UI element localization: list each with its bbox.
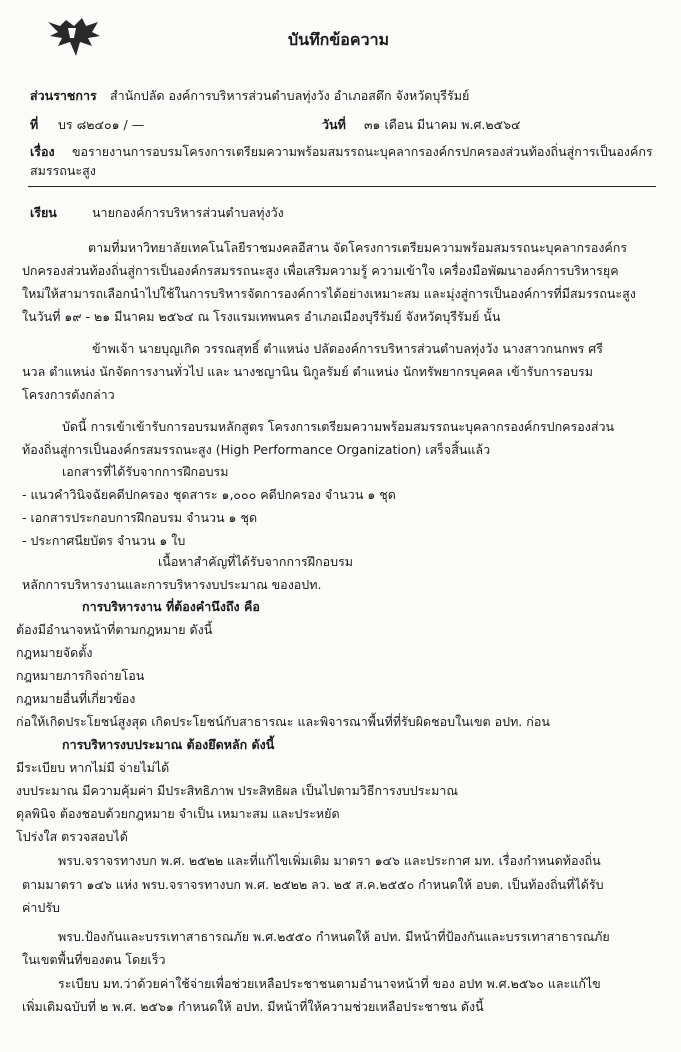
subject-line-2: สมรรถนะสูง bbox=[30, 163, 96, 178]
doc-item: - เอกสารประกอบการฝึกอบรม จำนวน ๑ ชุด bbox=[22, 510, 258, 525]
para2-line-3: โครงการดังกล่าว bbox=[22, 387, 115, 402]
budget-item: โปร่งใส ตรวจสอบได้ bbox=[16, 829, 128, 844]
para3-line-1: บัดนี้ การเข้าเข้ารับการอบรมหลักสูตร โครงการเตรียมความพร้อมสมรรถนะบุคลากรองค์กรปกครองส่วน bbox=[62, 419, 615, 434]
ref-label: ที่ bbox=[30, 117, 39, 132]
admin-item: กฎหมายภารกิจถ่ายโอน bbox=[16, 668, 145, 683]
memo-title: บันทึกข้อความ bbox=[288, 30, 390, 49]
law2-line-2: ในเขตพื้นที่ของตน โดยเร็ว bbox=[22, 952, 166, 967]
content-heading: เนื้อหาสำคัญที่ได้รับจากการฝึกอบรม bbox=[158, 554, 354, 569]
admin-item: ก่อให้เกิดประโยชน์สูงสุด เกิดประโยชน์กับสาธารณะ และพิจารณาพื้นที่ที่รับผิดชอบในเขต อปท. ก่อน bbox=[16, 714, 550, 729]
date-label: วันที่ bbox=[322, 117, 346, 132]
budget-item: ดุลพินิจ ต้องชอบด้วยกฎหมาย จำเป็น เหมาะสม และประหยัด bbox=[16, 806, 340, 821]
ref-value: บร ๘๒๔๐๑ / — bbox=[58, 117, 145, 132]
law1-line-2: ตามมาตรา ๑๔๖ แห่ง พรบ.จราจรทางบก พ.ศ. ๒๕๒๒ ลว. ๒๕ ส.ค.๒๕๕๐ กำหนดให้ อบต. เป็นท้องถิ่นที่ได้รับ bbox=[22, 877, 604, 892]
para1-line-3: ใหม่ให้สามารถเลือกนำไปใช้ในการบริหารจัดการองค์การได้อย่างเหมาะสม และมุ่งสู่การเป็นองค์การที่มีสมรรถนะสูง bbox=[22, 286, 636, 301]
budget-item: งบประมาณ มีความคุ้มค่า มีประสิทธิภาพ ประสิทธิผล เป็นไปตามวิธีการงบประมาณ bbox=[16, 783, 459, 798]
budget-heading: การบริหารงบประมาณ ต้องยึดหลัก ดังนี้ bbox=[62, 737, 275, 752]
para1-line-2: ปกครองส่วนท้องถิ่นสู่การเป็นองค์กรสมรรถนะสูง เพื่อเสริมความรู้ ความเข้าใจ เครื่องมือพัฒนาองค์การบริหารยุค bbox=[22, 263, 619, 278]
para1-line-4: ในวันที่ ๑๙ - ๒๑ มีนาคม ๒๕๖๔ ณ โรงแรมเทพนคร อำเภอเมืองบุรีรัมย์ จังหวัดบุรีรัมย์ นั้น bbox=[22, 309, 501, 324]
budget-item: มีระเบียบ หากไม่มี จ่ายไม่ได้ bbox=[16, 760, 170, 775]
subject-label: เรื่อง bbox=[30, 144, 55, 159]
date-value: ๓๑ เดือน มีนาคม พ.ศ.๒๕๖๔ bbox=[364, 117, 521, 132]
garuda-emblem bbox=[40, 12, 110, 62]
law1-line-1: พรบ.จราจรทางบก พ.ศ. ๒๕๒๒ และที่แก้ไขเพิ่มเติม มาตรา ๑๔๖ และประกาศ มท. เรื่องกำหนดท้องถิ่น bbox=[58, 853, 601, 868]
salutation-to: นายกองค์การบริหารส่วนตำบลทุ่งวัง bbox=[92, 205, 284, 220]
law3-line-2: เพิ่มเติมฉบับที่ ๒ พ.ศ. ๒๕๖๑ กำหนดให้ อปท. มีหน้าที่ให้ความช่วยเหลือประชาชน ดังนี้ bbox=[22, 999, 484, 1014]
para1-line-1: ตามที่มหาวิทยาลัยเทคโนโลยีราชมงคลอีสาน จัดโครงการเตรียมความพร้อมสมรรถนะบุคลากรองค์กร bbox=[88, 240, 628, 255]
doc-item: - แนวคำวินิจฉัยคดีปกครอง ชุดสาระ ๑,๐๐๐ คดีปกครอง จำนวน ๑ ชุด bbox=[22, 487, 396, 502]
admin-item: ต้องมีอำนาจหน้าที่ตามกฎหมาย ดังนี้ bbox=[16, 622, 213, 637]
doc-item: - ประกาศนียบัตร จำนวน ๑ ใบ bbox=[22, 533, 186, 548]
salutation-label: เรียน bbox=[30, 205, 57, 220]
admin-heading: การบริหารงาน ที่ต้องคำนึงถึง คือ bbox=[82, 599, 260, 614]
para3-line-2: ท้องถิ่นสู่การเป็นองค์กรสมรรถนะสูง (High Performance Organization) เสร็จสิ้นแล้ว bbox=[22, 442, 491, 457]
header-divider bbox=[28, 186, 656, 187]
department-label: ส่วนราชการ bbox=[30, 88, 97, 103]
law1-line-3: ค่าปรับ bbox=[22, 900, 60, 915]
department-value: สำนักปลัด องค์การบริหารส่วนตำบลทุ่งวัง อำเภอสตึก จังหวัดบุรีรัมย์ bbox=[110, 88, 470, 103]
docs-heading: เอกสารที่ได้รับจากการฝึกอบรม bbox=[62, 464, 229, 479]
law2-line-1: พรบ.ป้องกันและบรรเทาสาธารณภัย พ.ศ.๒๕๕๐ กำหนดให้ อปท. มีหน้าที่ป้องกันและบรรเทาสาธารณภัย bbox=[58, 929, 610, 944]
admin-item: กฎหมายอื่นที่เกี่ยวข้อง bbox=[16, 691, 136, 706]
admin-item: กฎหมายจัดตั้ง bbox=[16, 645, 93, 660]
para2-line-2: นวล ตำแหน่ง นักจัดการงานทั่วไป และ นางชญานิน นิกูลรัมย์ ตำแหน่ง นักทรัพยากรบุคคล เข้ารับการอบรม bbox=[22, 364, 594, 379]
law3-line-1: ระเบียบ มท.ว่าด้วยค่าใช้จ่ายเพื่อช่วยเหลือประชาชนตามอำนาจหน้าที่ ของ อปท พ.ศ.๒๕๖๐ และแก้ไข bbox=[58, 976, 601, 991]
content-intro: หลักการบริหารงานและการบริหารงบประมาณ ของอปท. bbox=[22, 577, 322, 592]
para2-line-1: ข้าพเจ้า นายบุญเกิด วรรณสุทธิ์ ตำแหน่ง ปลัดองค์การบริหารส่วนตำบลทุ่งวัง นางสาวกนกพร ศรี bbox=[92, 341, 603, 356]
subject-line-1: ขอรายงานการอบรมโครงการเตรียมความพร้อมสมรรถนะบุคลากรองค์กรปกครองส่วนท้องถิ่นสู่การเป็นองค์กร bbox=[72, 144, 653, 159]
